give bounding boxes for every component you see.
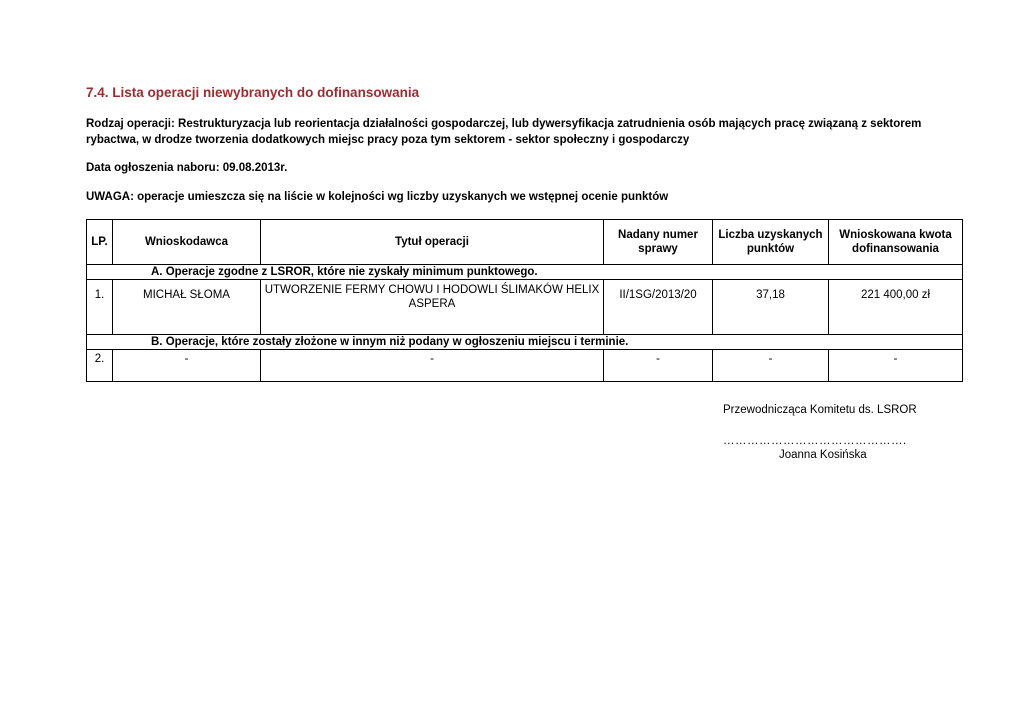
signature-role: Przewodnicząca Komitetu ds. LSROR <box>723 404 917 416</box>
header-applicant: Wnioskodawca <box>113 220 261 265</box>
cell-points: - <box>713 350 829 382</box>
cell-points: 37,18 <box>713 280 829 335</box>
signature-line: ………………………………………. <box>723 435 907 447</box>
signature-name: Joanna Kosińska <box>779 449 867 461</box>
cell-title: UTWORZENIE FERMY CHOWU I HODOWLI ŚLIMAKÓW HELIX ASPERA <box>261 280 604 335</box>
header-title: Tytuł operacji <box>261 220 604 265</box>
cell-title: - <box>261 350 604 382</box>
section-a-label: A. Operacje zgodne z LSROR, które nie zyskały minimum punktowego. <box>87 265 963 280</box>
cell-amount: 221 400,00 zł <box>829 280 963 335</box>
cell-applicant: MICHAŁ SŁOMA <box>113 280 261 335</box>
section-heading: 7.4. Lista operacji niewybranych do dofinansowania <box>86 85 420 100</box>
section-a-row <box>87 265 963 280</box>
cell-case-number: II/1SG/2013/20 <box>604 280 713 335</box>
cell-lp: 2. <box>87 350 113 382</box>
table-row <box>87 280 963 335</box>
header-case-number: Nadany numer sprawy <box>604 220 713 265</box>
header-points: Liczba uzyskanych punktów <box>713 220 829 265</box>
header-amount: Wnioskowana kwota dofinansowania <box>829 220 963 265</box>
cell-lp: 1. <box>87 280 113 335</box>
cell-case-number: - <box>604 350 713 382</box>
operations-table <box>86 219 963 382</box>
announcement-date: Data ogłoszenia naboru: 09.08.2013r. <box>86 162 288 174</box>
header-lp: LP. <box>87 220 113 265</box>
note-text: UWAGA: operacje umieszcza się na liście w kolejności wg liczby uzyskanych we wstępnej ocenie punktów <box>86 191 669 203</box>
section-b-label: B. Operacje, które zostały złożone w innym niż podany w ogłoszeniu miejscu i terminie. <box>87 335 963 350</box>
table-header-row <box>87 220 963 265</box>
table-row <box>87 350 963 382</box>
operation-type: Rodzaj operacji: Restrukturyzacja lub reorientacja działalności gospodarczej, lub dywersyfikacja zatrudnienia osób mających pracę związaną z sektorem rybactwa, w drodze tworzenia dodatkowych miejsc pracy poza tym sektorem - sektor społeczny i gospodarczy <box>86 118 922 146</box>
cell-applicant: - <box>113 350 261 382</box>
cell-amount: - <box>829 350 963 382</box>
section-b-row <box>87 335 963 350</box>
